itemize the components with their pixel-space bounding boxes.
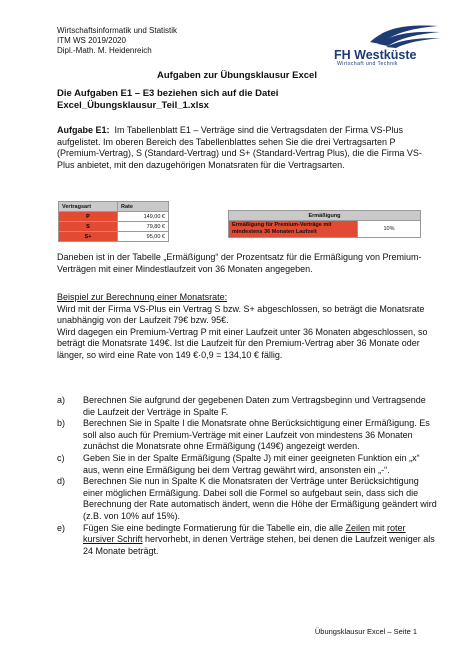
item-label: e) bbox=[57, 522, 66, 533]
list-item bbox=[57, 453, 437, 476]
rate-table-header: Vertragsart bbox=[59, 202, 118, 212]
example-paragraph-2: Wird dagegen ein Premium-Vertrag P mit einer Laufzeit unter 36 Monaten abgeschlossen, so beträgt die Monatsrate 149€. Ist die Laufzeit für den Premium-Vertrag aber 36 Monate oder länger, so wird eine Rate von 149 €·0,9 = 134,10 € fällig. bbox=[57, 326, 428, 360]
contract-type-cell: P bbox=[59, 212, 118, 222]
fh-westkueste-logo bbox=[330, 20, 442, 72]
rate-cell: 95,00 € bbox=[118, 232, 169, 242]
subtitle-line-2: Excel_Übungsklausur_Teil_1.xlsx bbox=[57, 100, 209, 111]
intro-paragraph bbox=[57, 125, 429, 171]
item-text-underlined: roter kursiver Schrift bbox=[83, 522, 406, 545]
item-text: Berechnen Sie nun in Spalte K die Monatsraten der Verträge unter Berücksichtigung einer möglichen Ermäßigung. Dabei soll die Formel so aufgebaut sein, dass sich die Berechnung der Rate automatisch ändert, wenn die Höhe der Ermäßigung geändert wird (z.B. von 10% auf 15%). bbox=[83, 476, 437, 521]
page-footer: Übungsklausur Excel – Seite 1 bbox=[314, 627, 417, 636]
list-item bbox=[57, 476, 437, 522]
discount-paragraph: Daneben ist in der Tabelle „Ermäßigung“ der Prozentsatz für die Ermäßigung von Premium-Verträgen mit einer Mindestlaufzeit von 36 Monaten angegeben. bbox=[57, 252, 422, 274]
list-item bbox=[57, 418, 437, 453]
item-text-c: hervorhebt, in denen Verträge stehen, bei denen die Laufzeit weniger als 24 Monate beträgt. bbox=[83, 534, 435, 556]
table-row bbox=[59, 212, 169, 222]
subtitle-line-1: Die Aufgaben E1 – E3 beziehen sich auf die Datei bbox=[57, 88, 279, 99]
example-paragraph-1: Wird mit der Firma VS-Plus ein Vertrag S bzw. S+ abgeschlossen, so beträgt die Monatsrate unabhängig von der Laufzeit 79€ bzw. 95€. bbox=[57, 303, 425, 326]
list-item bbox=[57, 395, 437, 418]
example-heading: Beispiel zur Berechnung einer Monatsrate: bbox=[57, 292, 228, 302]
rate-table-header: Rate bbox=[118, 202, 169, 212]
table-row bbox=[229, 221, 421, 238]
list-item bbox=[57, 523, 437, 558]
header-info bbox=[57, 26, 177, 56]
item-text-underlined: Zeilen bbox=[345, 522, 371, 533]
contract-type-cell: S+ bbox=[59, 232, 118, 242]
item-label: c) bbox=[57, 452, 65, 463]
item-label: d) bbox=[57, 476, 66, 487]
discount-table-header: Ermäßigung bbox=[229, 211, 421, 221]
table-row bbox=[59, 222, 169, 232]
header-line-2: ITM WS 2019/2020 bbox=[57, 36, 126, 45]
rate-cell: 149,00 € bbox=[118, 212, 169, 222]
header-line-1: Wirtschaftsinformatik und Statistik bbox=[57, 26, 178, 35]
header-line-3: Dipl.-Math. M. Heidenreich bbox=[57, 46, 152, 55]
discount-label-cell: Ermäßigung für Premium-Verträge mit mindestens 36 Monaten Laufzeit bbox=[229, 221, 358, 238]
item-label: a) bbox=[57, 395, 66, 405]
task-list bbox=[57, 395, 437, 557]
discount-table bbox=[228, 210, 421, 238]
discount-value-cell: 10% bbox=[358, 221, 421, 238]
rate-table bbox=[58, 201, 169, 242]
item-label: b) bbox=[57, 418, 66, 429]
logo-tagline: Wirtschaft und Technik bbox=[337, 61, 398, 67]
intro-text: Im Tabellenblatt E1 – Verträge sind die Vertragsdaten der Firma VS-Plus aufgelistet. Im oberen Bereich des Tabellenblattes sehen Sie die drei Vertragsarten P (Premium-Vertrag), S (Standard-Vertrag) und S+ (Standard-Vertrag Plus), die die Firma VS-Plus anbietet, mit den dazugehörigen Monatsraten für die Vertragsarten. bbox=[57, 125, 422, 170]
example-section bbox=[57, 292, 429, 362]
task-label: Aufgabe E1: bbox=[57, 125, 110, 135]
rate-cell: 79,80 € bbox=[118, 222, 169, 232]
item-text-b: mit bbox=[370, 522, 388, 533]
item-text: Berechnen Sie aufgrund der gegebenen Daten zum Vertragsbeginn und Vertragsende die Laufzeit der Verträge in Spalte F. bbox=[83, 395, 426, 417]
item-text: Geben Sie in der Spalte Ermäßigung (Spalte J) mit einer geeigneten Funktion ein „x“ aus, wenn eine Ermäßigung bei dem Vertrag gewährt wird, ansonsten ein „-“. bbox=[83, 452, 420, 475]
subtitle bbox=[57, 88, 278, 112]
page-title: Aufgaben zur Übungsklausur Excel bbox=[157, 70, 317, 81]
logo-name: FH Westküste bbox=[334, 48, 417, 62]
item-text-a: Fügen Sie eine bedingte Formatierung für die Tabelle ein, die alle bbox=[83, 522, 346, 533]
logo-wave-icon bbox=[330, 20, 442, 50]
contract-type-cell: S bbox=[59, 222, 118, 232]
table-row bbox=[59, 232, 169, 242]
item-text: Berechnen Sie in Spalte I die Monatsrate ohne Berücksichtigung einer Ermäßigung. Es soll also auch für Premium-Verträge mit einer Laufzeit von mindestens 36 Monaten zunächst die Monatsrate ohne Ermäßigung (149€) angezeigt werden. bbox=[83, 418, 430, 452]
